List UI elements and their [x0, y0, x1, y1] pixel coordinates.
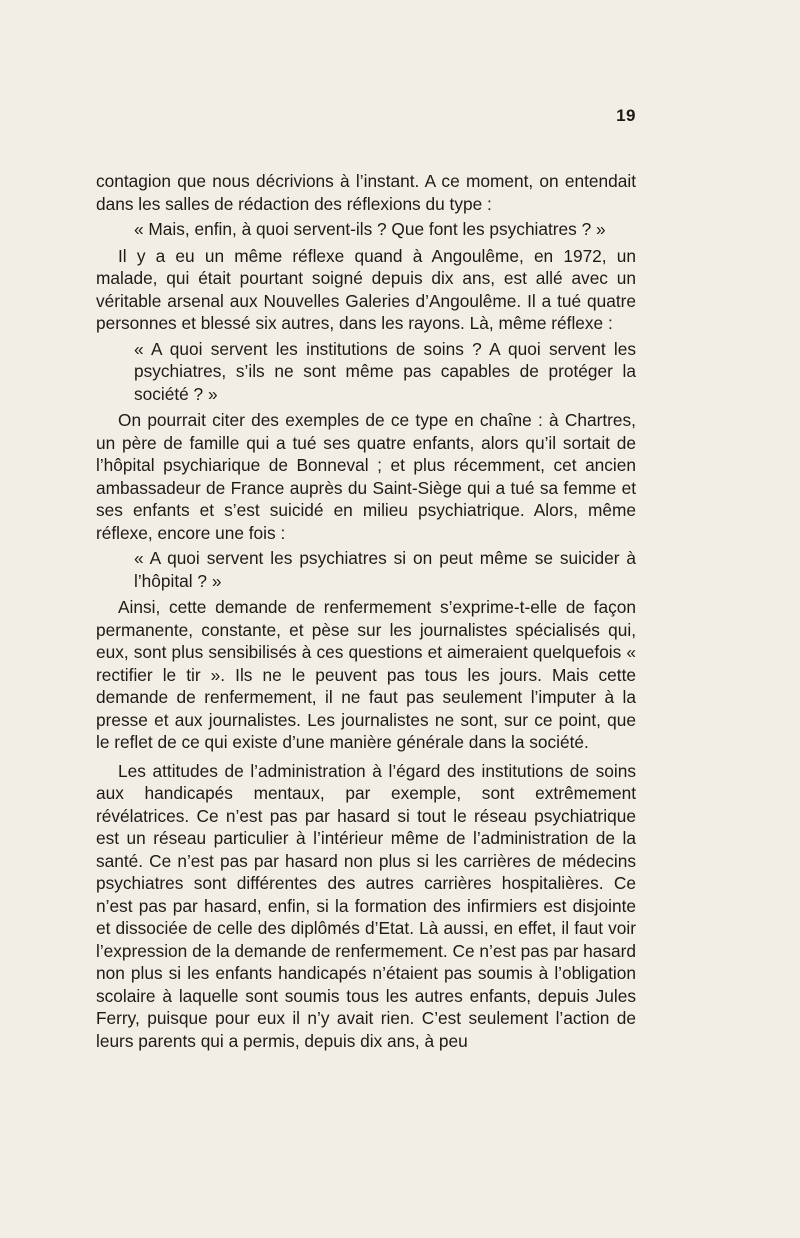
- paragraph-3: On pourrait citer des exemples de ce type en chaîne : à Chartres, un père de famille qui a tué ses quatre enfants, alors qu’il sortait de l’hôpital psychiarique de Bonneval ; et plus récemment, cet ancien ambassadeur de France auprès du Saint-Siège qui a tué sa femme et ses enfants et s’est suicidé en milieu psychiatrique. Alors, même réflexe, encore une fois :: [96, 410, 636, 543]
- page-number: 19: [616, 106, 636, 125]
- paragraph-2: Il y a eu un même réflexe quand à Angoulême, en 1972, un malade, qui était pourtant soigné depuis dix ans, est allé avec un véritable arsenal aux Nouvelles Galeries d’Angoulême. Il a tué quatre personnes et blessé six autres, dans les rayons. Là, même réflexe :: [96, 245, 636, 333]
- paragraph-4: Ainsi, cette demande de renfermement s’exprime-t-elle de façon permanente, constante, et pèse sur les journalistes spécialisés qui, eux, sont plus sensibilisés à ces questions et aimeraient quelquefois « rectifier le tir ». Ils ne le peuvent pas tous les jours. Mais cette demande de renfermement, il ne faut pas seulement l’imputer à la presse et aux journalistes. Les journalistes ne sont, sur ce point, que le reflet de ce qui existe d’une manière générale dans la société.: [96, 597, 636, 752]
- paragraph-5: Les attitudes de l’administration à l’égard des institutions de soins aux handicapés mentaux, par exemple, sont extrêmement révélatrices. Ce n’est pas par hasard si tout le réseau psychiatrique est un réseau particulier à l’intérieur même de l’administration de la santé. Ce n’est pas par hasard non plus si les carrières de médecins psychiatres sont différentes des autres carrières hospitalières. Ce n’est pas par hasard, enfin, si la formation des infirmiers est disjointe et dissociée de celle des diplômés d’Etat. Là aussi, en effet, il faut voir l’expression de la demande de renfermement. Ce n’est pas par hasard non plus si les enfants handicapés n’étaient pas soumis à l’obligation scolaire à laquelle sont soumis tous les autres enfants, depuis Jules Ferry, puisque pour eux il n’y avait rien. C’est seulement l’action de leurs parents qui a permis, depuis dix ans, à peu: [96, 760, 636, 1051]
- quote-1: « Mais, enfin, à quoi servent-ils ? Que font les psychiatres ? »: [134, 219, 606, 239]
- quote-3: « A quoi servent les psychiatres si on peut même se suicider à l’hôpital ? »: [134, 548, 636, 591]
- body-text: [96, 170, 636, 1052]
- quote-2: « A quoi servent les institutions de soins ? A quoi servent les psychiatres, s’ils ne sont même pas capables de protéger la société ? »: [134, 338, 636, 404]
- paragraph-1: contagion que nous décrivions à l’instant. A ce moment, on entendait dans les salles de rédaction des réflexions du type :: [96, 171, 636, 214]
